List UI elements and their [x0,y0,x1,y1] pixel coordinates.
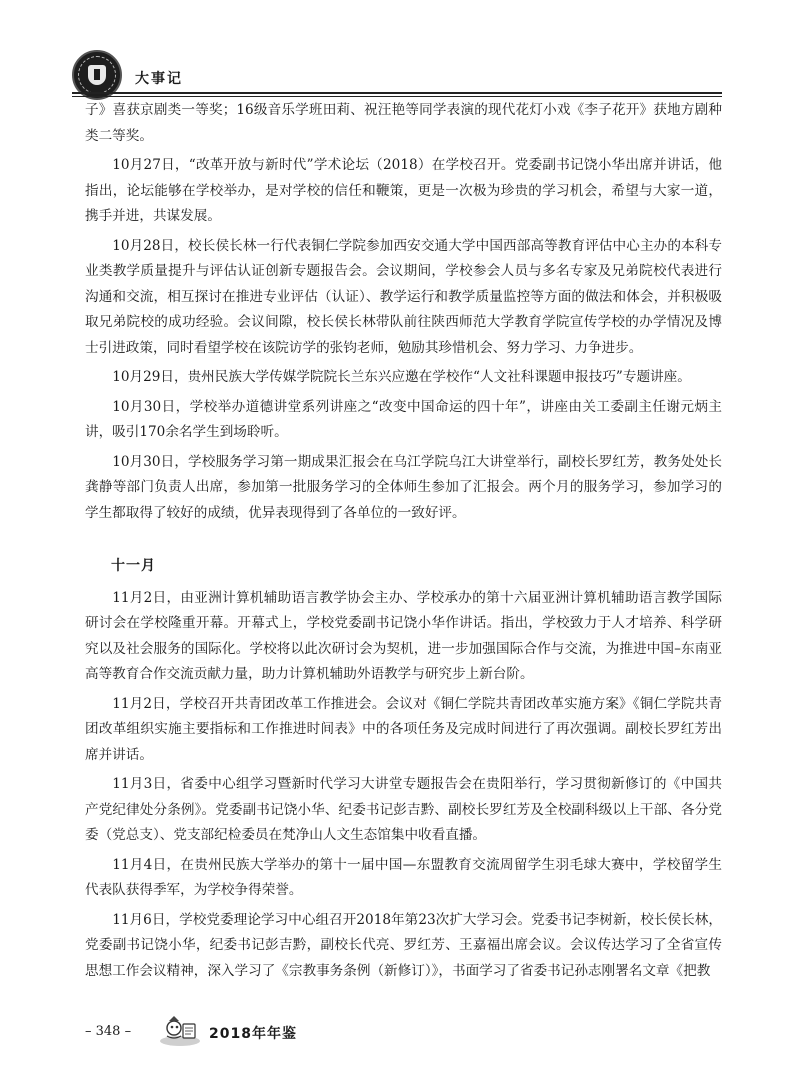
page-footer [85,1010,485,1050]
paragraph: 11月2日，学校召开共青团改革工作推进会。会议对《铜仁学院共青团改革实施方案》《铜仁学院共青团改革组织实施主要指标和工作推进时间表》中的各项任务及完成时间进行了再次强调。副校长罗红芳出席并讲话。 [85,695,722,763]
paragraph: 子》喜获京剧类一等奖；16级音乐学班田莉、祝汪艳等同学表演的现代花灯小戏《李子花开》获地方剧种类二等奖。 [85,102,722,144]
paragraph: 11月6日，学校党委理论学习中心组召开2018年第23次扩大学习会。党委书记李树新，校长侯长林，党委副书记饶小华，纪委书记彭吉黔，副校长代亮、罗红芳、王嘉福出席会议。会议传达学习了全省宣传思想工作会议精神，深入学习了《宗教事务条例（新修订）》，书面学习了省委书记孙志刚署名文章《把教 [85,911,722,979]
section-label: 大事记 [135,71,183,87]
paragraph: 10月29日，贵州民族大学传媒学院院长兰东兴应邀在学校作“人文社科课题申报技巧”专题讲座。 [112,369,691,385]
paragraph: 11月4日，在贵州民族大学举办的第十一届中国—东盟教育交流周留学生羽毛球大赛中，学校留学生代表队获得季军，为学校争得荣誉。 [85,856,722,898]
paragraph: 10月27日，“改革开放与新时代”学术论坛（2018）在学校召开。党委副书记饶小华出席并讲话，他指出，论坛能够在学校举办，是对学校的信任和鞭策，更是一次极为珍贵的学习机会，希望与大家一道，携手并进，共谋发展。 [85,157,722,224]
yearbook-title: 2018年年鉴 [209,1026,297,1042]
header-rule [72,92,722,94]
mascot-icon [157,1014,203,1048]
paragraph: 10月30日，学校服务学习第一期成果汇报会在乌江学院乌江大讲堂举行，副校长罗红芳，教务处处长龚静等部门负责人出席，参加第一批服务学习的全体师生参加了汇报会。两个月的服务学习，参加学习的学生都取得了较好的成绩，优异表现得到了各单位的一致好评。 [85,453,722,521]
page-content [85,98,722,988]
page-number: – 348 – [85,1024,132,1039]
paragraph: 11月3日，省委中心组学习暨新时代学习大讲堂专题报告会在贵阳举行，学习贯彻新修订的《中国共产党纪律处分条例》。党委副书记饶小华、纪委书记彭吉黔、副校长罗红芳及全校副科级以上干部、各分党委（党总支）、党支部纪检委员在梵净山人文生态馆集中收看直播。 [85,776,722,843]
page-header [0,0,793,100]
month-heading: 十一月 [111,558,156,574]
paragraph: 11月2日，由亚洲计算机辅助语言教学协会主办、学校承办的第十六届亚洲计算机辅助语言教学国际研讨会在学校隆重开幕。开幕式上，学校党委副书记饶小华作讲话。指出，学校致力于人才培养、科学研究以及社会服务的国际化。学校将以此次研讨会为契机，进一步加强国际合作与交流，为推进中国–东南亚高等教育合作交流贡献力量，助力计算机辅助外语教学与研究步上新台阶。 [85,589,722,682]
paragraph: 10月30日，学校举办道德讲堂系列讲座之“改变中国命运的四十年”，讲座由关工委副主任谢元炳主讲，吸引170余名学生到场聆听。 [85,398,722,440]
paragraph: 10月28日，校长侯长林一行代表铜仁学院参加西安交通大学中国西部高等教育评估中心主办的本科专业类教学质量提升与评估认证创新专题报告会。会议期间，学校参会人员与多名专家及兄弟院校代表进行沟通和交流，相互探讨在推进专业评估（认证）、教学运行和教学质量监控等方面的做法和体会，并积极吸取兄弟院校的成功经验。会议间隙，校长侯长林带队前往陕西师范大学教育学院宣传学校的办学情况及博士引进政策，同时看望学校在该院访学的张钧老师，勉励其珍惜机会、努力学习、力争进步。 [85,237,722,356]
